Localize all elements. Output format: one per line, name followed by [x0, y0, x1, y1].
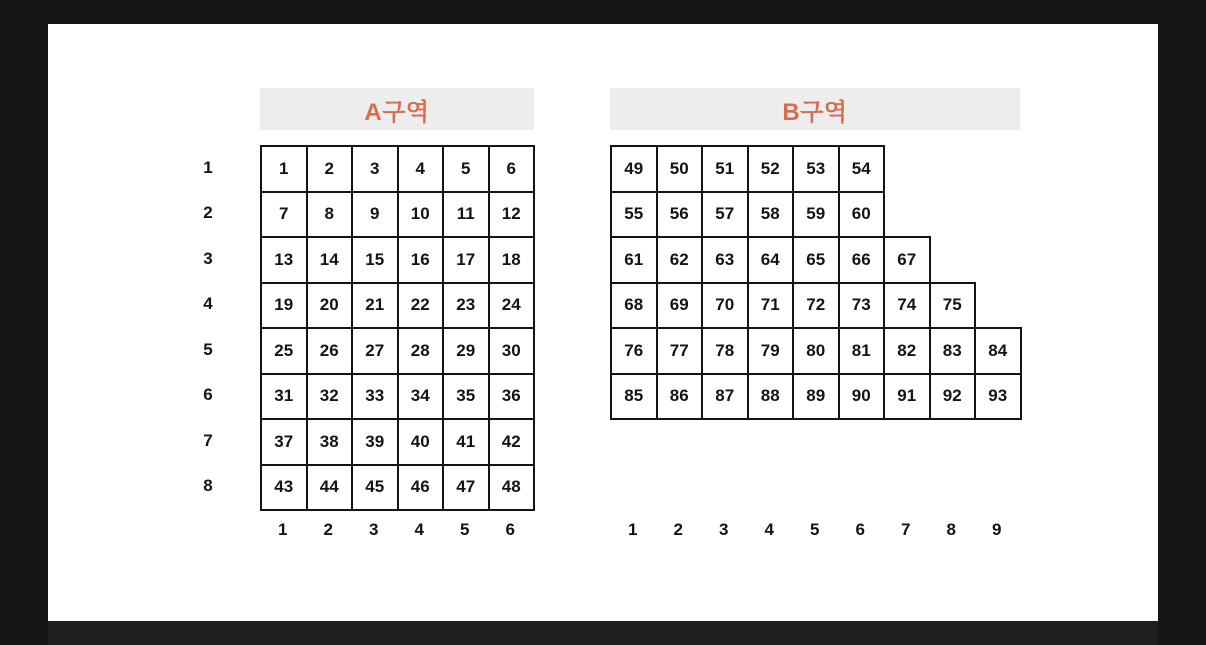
seat-70[interactable]: 70 [701, 282, 749, 330]
seat-16[interactable]: 16 [397, 236, 445, 284]
seat-7[interactable]: 7 [260, 191, 308, 239]
row-label-a-7: 7 [203, 430, 213, 450]
seat-83[interactable]: 83 [929, 327, 977, 375]
section-b-title: B구역 [782, 98, 848, 126]
seat-row [260, 145, 535, 193]
seat-91[interactable]: 91 [883, 373, 931, 421]
seat-17[interactable]: 17 [442, 236, 490, 284]
col-label-b-4: 4 [764, 520, 774, 539]
seat-40[interactable]: 40 [397, 418, 445, 466]
seat-46[interactable]: 46 [397, 464, 445, 512]
seat-61[interactable]: 61 [610, 236, 658, 284]
seat-47[interactable]: 47 [442, 464, 490, 512]
seat-58[interactable]: 58 [747, 191, 795, 239]
seat-85[interactable]: 85 [610, 373, 658, 421]
seat-64[interactable]: 64 [747, 236, 795, 284]
seat-row [260, 418, 535, 466]
col-label-b-2: 2 [673, 520, 683, 539]
col-label-b-9: 9 [992, 520, 1002, 539]
seat-6[interactable]: 6 [488, 145, 536, 193]
col-label-b-8: 8 [946, 520, 956, 539]
seat-32[interactable]: 32 [306, 373, 354, 421]
seat-55[interactable]: 55 [610, 191, 658, 239]
col-label-a-1: 1 [278, 520, 288, 539]
seat-2[interactable]: 2 [306, 145, 354, 193]
seat-29[interactable]: 29 [442, 327, 490, 375]
section-a-header [260, 88, 534, 130]
row-label-a-8: 8 [203, 476, 213, 496]
section-b-col-labels [610, 518, 1020, 542]
seat-77[interactable]: 77 [656, 327, 704, 375]
seat-48[interactable]: 48 [488, 464, 536, 512]
seat-81[interactable]: 81 [838, 327, 886, 375]
seat-56[interactable]: 56 [656, 191, 704, 239]
seat-62[interactable]: 62 [656, 236, 704, 284]
seat-row [260, 191, 535, 239]
seat-5[interactable]: 5 [442, 145, 490, 193]
section-b-grid [610, 145, 1022, 420]
col-label-b-5: 5 [810, 520, 820, 539]
seat-79[interactable]: 79 [747, 327, 795, 375]
section-a-title: A구역 [364, 98, 430, 126]
seat-73[interactable]: 73 [838, 282, 886, 330]
seat-row [610, 327, 1022, 375]
seat-row [260, 464, 535, 512]
seat-66[interactable]: 66 [838, 236, 886, 284]
section-a-grid [260, 145, 535, 511]
seatmap-canvas [48, 24, 1158, 621]
seat-row [610, 236, 1022, 284]
seat-25[interactable]: 25 [260, 327, 308, 375]
seat-69[interactable]: 69 [656, 282, 704, 330]
seat-52[interactable]: 52 [747, 145, 795, 193]
seat-row [260, 327, 535, 375]
seat-15[interactable]: 15 [351, 236, 399, 284]
seat-82[interactable]: 82 [883, 327, 931, 375]
seat-row [610, 282, 1022, 330]
seat-59[interactable]: 59 [792, 191, 840, 239]
seat-row [610, 191, 1022, 239]
seat-74[interactable]: 74 [883, 282, 931, 330]
seat-87[interactable]: 87 [701, 373, 749, 421]
col-label-a-2: 2 [323, 520, 333, 539]
seat-75[interactable]: 75 [929, 282, 977, 330]
seat-37[interactable]: 37 [260, 418, 308, 466]
bottom-bar [48, 621, 1158, 645]
row-label-a-1: 1 [203, 157, 213, 177]
col-label-b-7: 7 [901, 520, 911, 539]
col-label-b-6: 6 [855, 520, 865, 539]
section-a-col-labels [260, 518, 533, 542]
seat-89[interactable]: 89 [792, 373, 840, 421]
seat-12[interactable]: 12 [488, 191, 536, 239]
seat-49[interactable]: 49 [610, 145, 658, 193]
seat-51[interactable]: 51 [701, 145, 749, 193]
seat-34[interactable]: 34 [397, 373, 445, 421]
seat-84[interactable]: 84 [974, 327, 1022, 375]
seat-20[interactable]: 20 [306, 282, 354, 330]
seat-8[interactable]: 8 [306, 191, 354, 239]
seat-36[interactable]: 36 [488, 373, 536, 421]
row-label-a-5: 5 [203, 339, 213, 359]
col-label-a-5: 5 [460, 520, 470, 539]
seat-54[interactable]: 54 [838, 145, 886, 193]
seat-22[interactable]: 22 [397, 282, 445, 330]
seat-86[interactable]: 86 [656, 373, 704, 421]
seat-78[interactable]: 78 [701, 327, 749, 375]
seat-row [260, 282, 535, 330]
seat-80[interactable]: 80 [792, 327, 840, 375]
row-label-a-3: 3 [203, 248, 213, 268]
seat-65[interactable]: 65 [792, 236, 840, 284]
seat-13[interactable]: 13 [260, 236, 308, 284]
seat-63[interactable]: 63 [701, 236, 749, 284]
seat-38[interactable]: 38 [306, 418, 354, 466]
seat-30[interactable]: 30 [488, 327, 536, 375]
seat-19[interactable]: 19 [260, 282, 308, 330]
seat-10[interactable]: 10 [397, 191, 445, 239]
seat-88[interactable]: 88 [747, 373, 795, 421]
seat-39[interactable]: 39 [351, 418, 399, 466]
seat-row [260, 373, 535, 421]
seat-33[interactable]: 33 [351, 373, 399, 421]
seat-90[interactable]: 90 [838, 373, 886, 421]
seat-93[interactable]: 93 [974, 373, 1022, 421]
seat-53[interactable]: 53 [792, 145, 840, 193]
seat-14[interactable]: 14 [306, 236, 354, 284]
col-label-a-4: 4 [414, 520, 424, 539]
seat-60[interactable]: 60 [838, 191, 886, 239]
seat-43[interactable]: 43 [260, 464, 308, 512]
seat-3[interactable]: 3 [351, 145, 399, 193]
seat-21[interactable]: 21 [351, 282, 399, 330]
seat-24[interactable]: 24 [488, 282, 536, 330]
seat-row [610, 145, 1022, 193]
col-label-b-3: 3 [719, 520, 729, 539]
col-label-a-3: 3 [369, 520, 379, 539]
seat-11[interactable]: 11 [442, 191, 490, 239]
seat-9[interactable]: 9 [351, 191, 399, 239]
seat-row [260, 236, 535, 284]
seat-1[interactable]: 1 [260, 145, 308, 193]
seat-72[interactable]: 72 [792, 282, 840, 330]
section-a-row-labels [192, 145, 224, 509]
row-label-a-2: 2 [203, 203, 213, 223]
seat-76[interactable]: 76 [610, 327, 658, 375]
seat-92[interactable]: 92 [929, 373, 977, 421]
seat-50[interactable]: 50 [656, 145, 704, 193]
seat-41[interactable]: 41 [442, 418, 490, 466]
seat-68[interactable]: 68 [610, 282, 658, 330]
col-label-b-1: 1 [628, 520, 638, 539]
row-label-a-6: 6 [203, 385, 213, 405]
seat-35[interactable]: 35 [442, 373, 490, 421]
seat-27[interactable]: 27 [351, 327, 399, 375]
seat-45[interactable]: 45 [351, 464, 399, 512]
seat-42[interactable]: 42 [488, 418, 536, 466]
seat-26[interactable]: 26 [306, 327, 354, 375]
section-b-header [610, 88, 1020, 130]
seat-18[interactable]: 18 [488, 236, 536, 284]
seat-57[interactable]: 57 [701, 191, 749, 239]
seat-28[interactable]: 28 [397, 327, 445, 375]
seat-44[interactable]: 44 [306, 464, 354, 512]
row-label-a-4: 4 [203, 294, 213, 314]
seat-23[interactable]: 23 [442, 282, 490, 330]
seat-row [610, 373, 1022, 421]
seat-4[interactable]: 4 [397, 145, 445, 193]
col-label-a-6: 6 [505, 520, 515, 539]
seat-31[interactable]: 31 [260, 373, 308, 421]
seat-71[interactable]: 71 [747, 282, 795, 330]
seat-67[interactable]: 67 [883, 236, 931, 284]
